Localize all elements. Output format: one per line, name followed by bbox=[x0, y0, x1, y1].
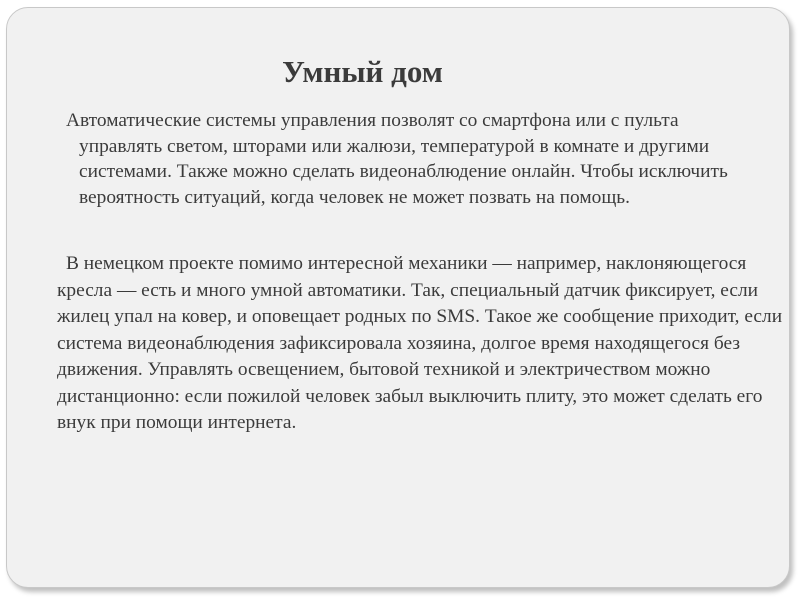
slide-title: Умный дом bbox=[282, 54, 443, 89]
paragraph-german-project bbox=[57, 251, 787, 437]
paragraph-german-project-text: В немецком проекте помимо интересной механики — например, наклоняющегося кресла — есть и много умной автоматики. Так, специальный датчик фиксирует, если жилец упал на ковер, и оповещает родных по SMS. Такое же сообщение приходит, если система видеонаблюдения зафиксировала хозяина, долгое время находящегося без движения. Управлять освещением, бытовой техникой и электричеством можно дистанционно: если пожилой человек забыл выключить плиту, это может сделать его внук при помощи интернета. bbox=[57, 253, 783, 433]
paragraph-automation: Автоматические системы управления позволят со смартфона или с пульта управлять светом, шторами или жалюзи, температурой в комнате и другими системами. Также можно сделать видеонаблюдение онлайн. Чтобы исключить вероятность ситуаций, когда человек не может позвать на помощь. bbox=[66, 110, 728, 208]
slide bbox=[6, 7, 790, 588]
